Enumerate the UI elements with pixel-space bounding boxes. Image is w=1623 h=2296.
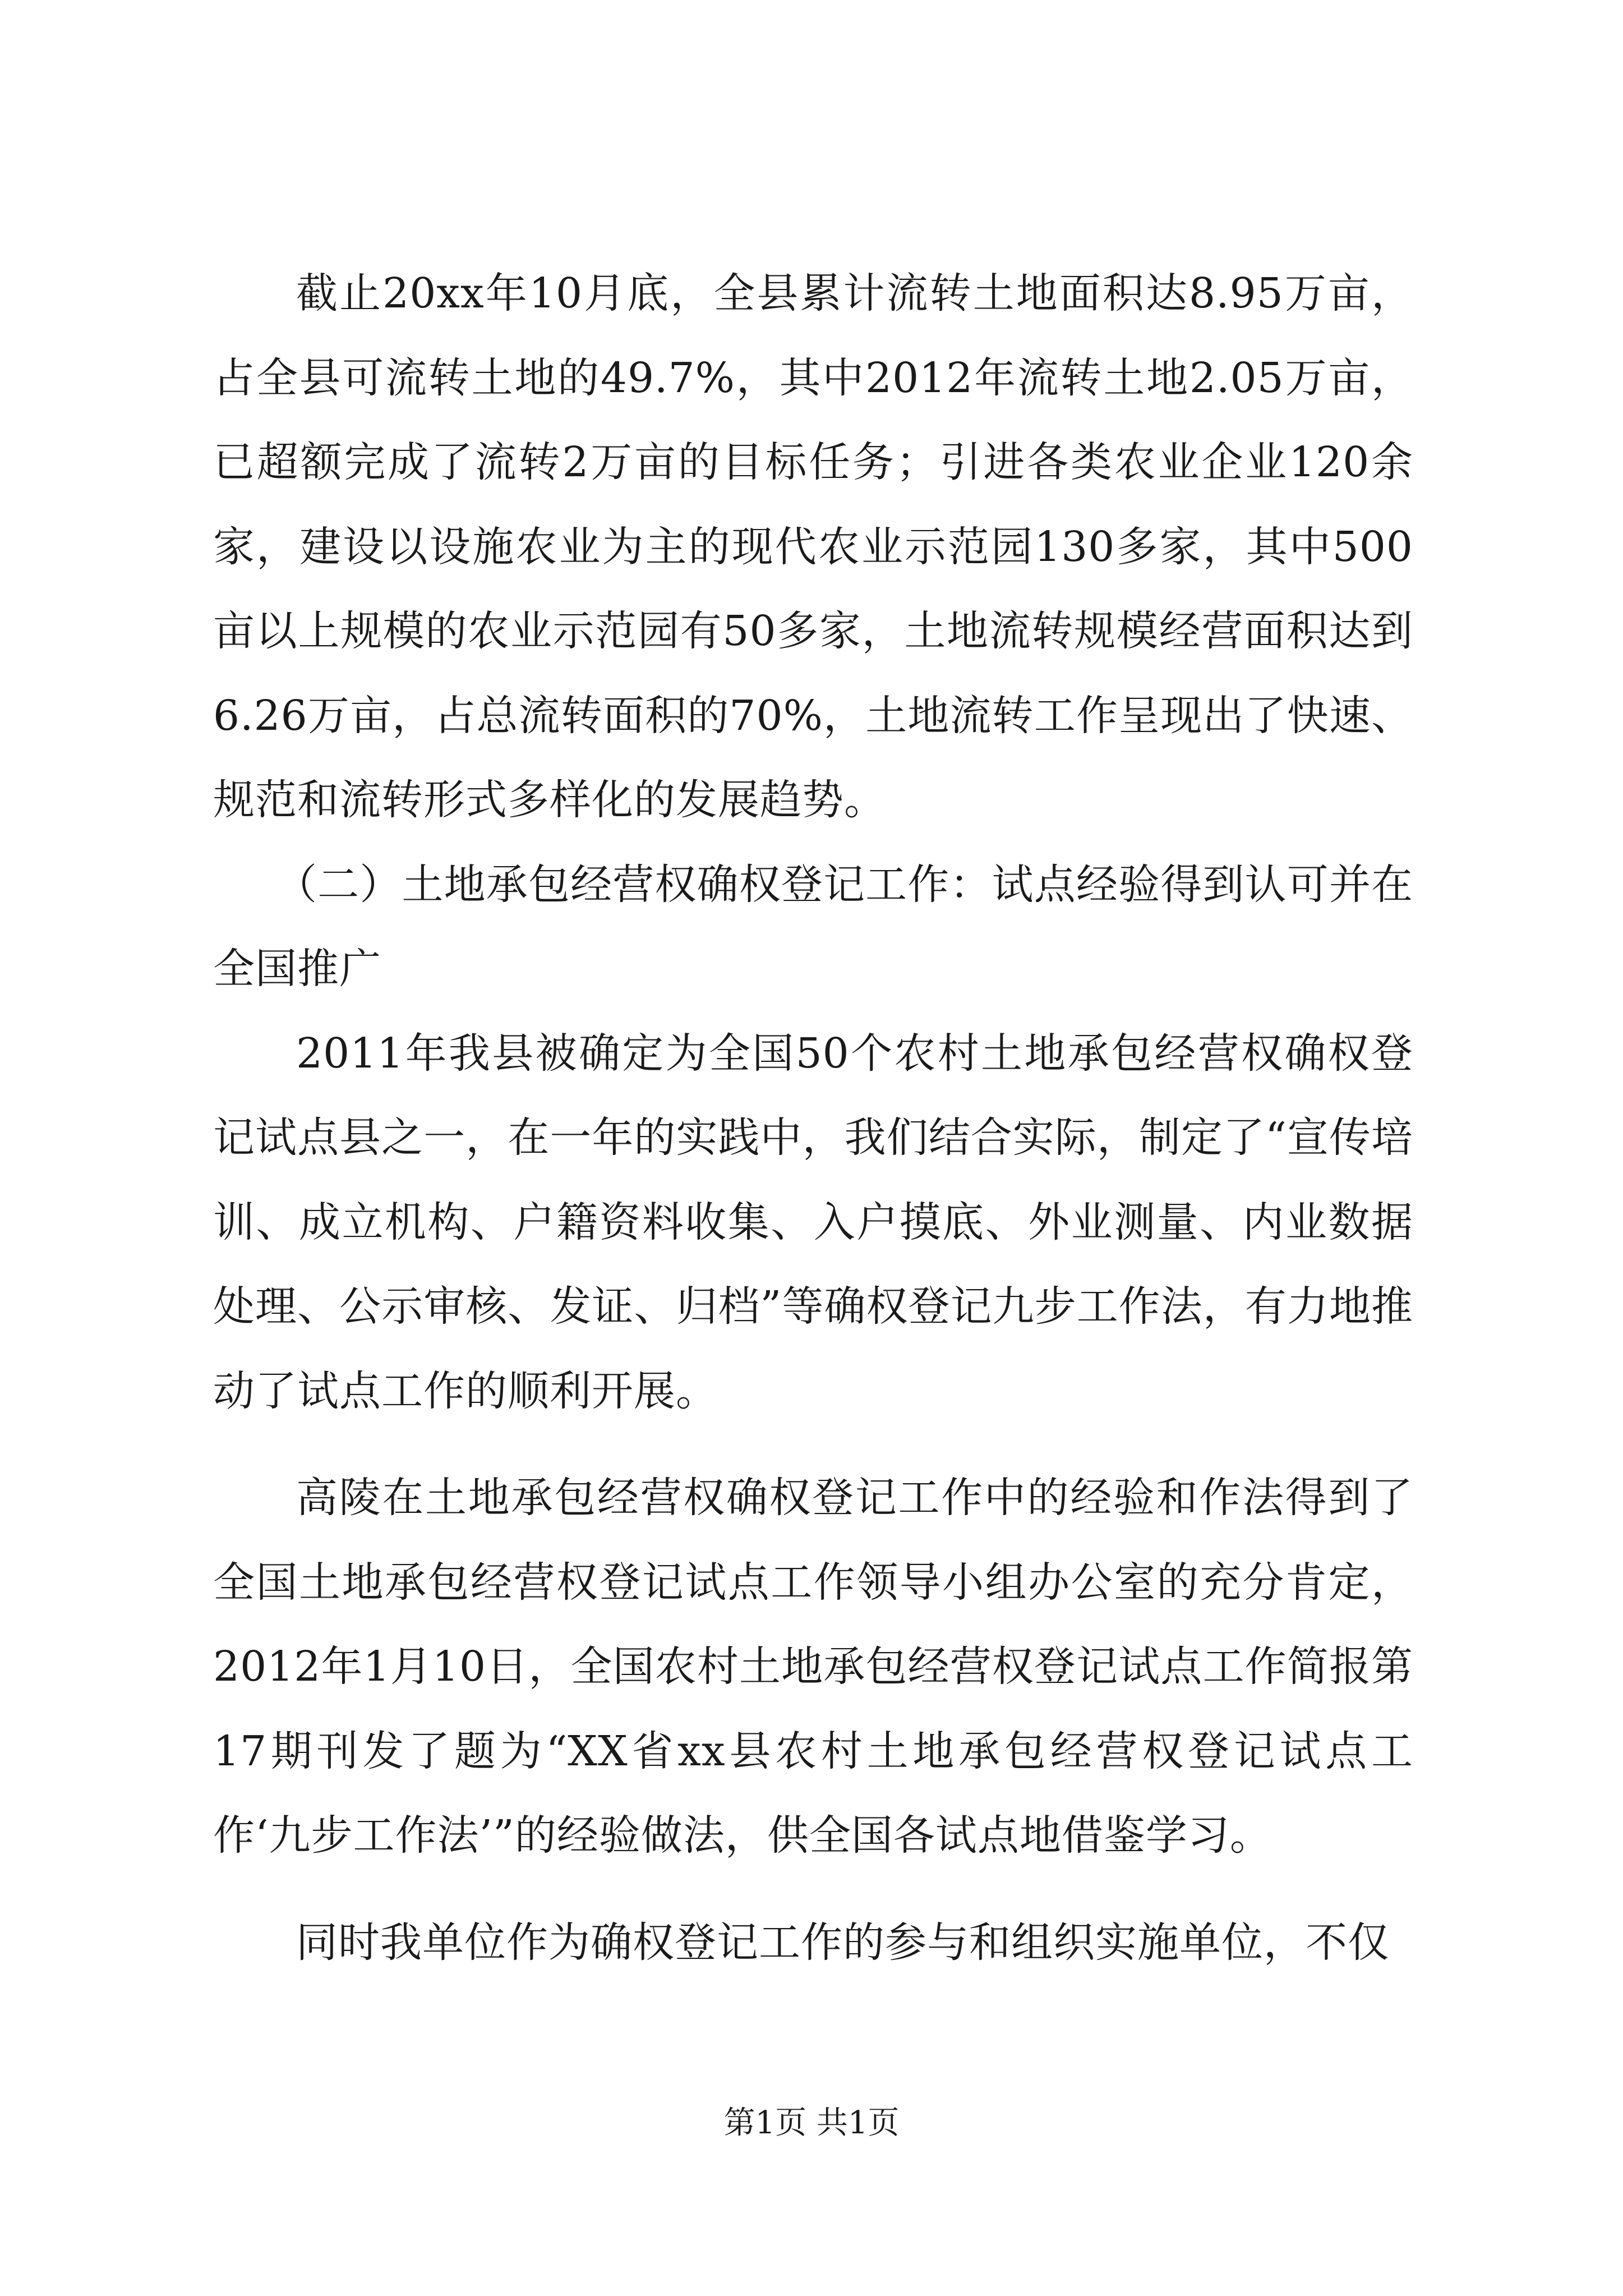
paragraph-land-transfer: 截止20xx年10月底，全县累计流转土地面积达8.95万亩，占全县可流转土地的49.7%，其中2012年流转土地2.05万亩，已超额完成了流转2万亩的目标任务；引进各类农业企业120余家，建设以设施农业为主的现代农业示范园130多家，其中500亩以上规模的农业示范园有50多家，土地流转规模经营面积达到6.26万亩，占总流转面积的70%，土地流转工作呈现出了快速、规范和流转形式多样化的发展趋势。	[213, 269, 1413, 824]
paragraph-pilot-county: 2011年我县被确定为全国50个农村土地承包经营权确权登记试点县之一，在一年的实践中，我们结合实际，制定了“宣传培训、成立机构、户籍资料收集、入户摸底、外业测量、内业数据处理、公示审核、发证、归档”等确权登记九步工作法，有力地推动了试点工作的顺利开展。	[213, 1029, 1413, 1415]
paragraph-national-recognition: 高陵在土地承包经营权确权登记工作中的经验和作法得到了全国土地承包经营权登记试点工作领导小组办公室的充分肯定，2012年1月10日，全国农村土地承包经营权登记试点工作简报第17期刊发了题为“XX省xx县农村土地承包经营权登记试点工作‘九步工作法’”的经验做法，供全国各试点地借鉴学习。	[213, 1474, 1413, 1860]
section-heading-confirmation: （二）土地承包经营权确权登记工作：试点经验得到认可并在全国推广	[213, 860, 1413, 993]
page-footer: 第1页 共1页	[723, 2105, 900, 2141]
paragraph-organizer-role: 同时我单位作为确权登记工作的参与和组织实施单位，不仅	[296, 1918, 1390, 1967]
document-body	[213, 251, 1413, 1985]
